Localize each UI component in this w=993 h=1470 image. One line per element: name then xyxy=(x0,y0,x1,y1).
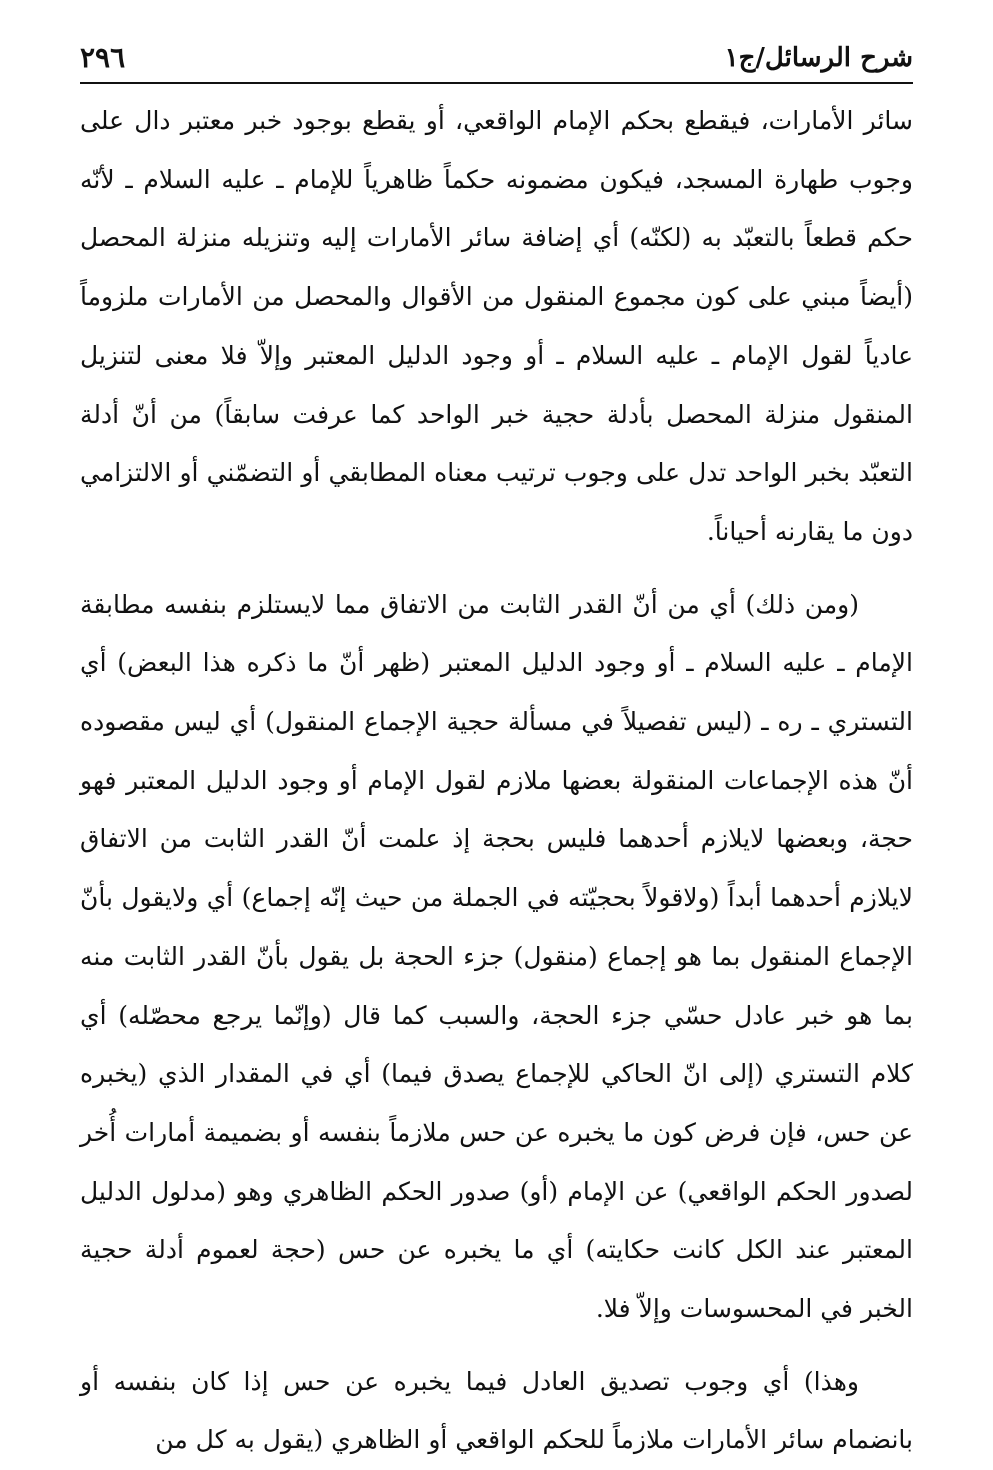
page-header xyxy=(80,36,913,82)
paragraph-2: (ومن ذلك) أي من أنّ القدر الثابت من الاتفاق مما لايستلزم بنفسه مطابقة الإمام ـ عليه السلام ـ أو وجود الدليل المعتبر (ظهر أنّ ما ذكره هذا البعض) أي التستري ـ ره ـ (ليس تفصيلاً في مسألة حجية الإجماع المنقول) أي ليس مقصوده أنّ هذه الإجماعات المنقولة بعضها ملازم لقول الإمام أو وجود الدليل المعتبر فهو حجة، وبعضها لايلازم أحدهما فليس بحجة إذ علمت أنّ القدر الثابت من الاتفاق لايلازم أحدهما أبداً (ولاقولاً بحجيّته في الجملة من حيث إنّه إجماع) أي ولايقول بأنّ الإجماع المنقول بما هو إجماع (منقول) جزء الحجة بل يقول بأنّ القدر الثابت منه بما هو خبر عادل حسّي جزء الحجة، والسبب كما قال (وإنّما يرجع محصّله) أي كلام التستري (إلى انّ الحاكي للإجماع يصدق فيما) أي في المقدار الذي (يخبره عن حس، فإن فرض كون ما يخبره عن حس ملازماً بنفسه أو بضميمة أمارات أُخر لصدور الحكم الواقعي) عن الإمام (أو) صدور الحكم الظاهري وهو (مدلول الدليل المعتبر عند الكل كانت حكايته) أي ما يخبره عن حس (حجة لعموم أدلة حجية الخبر في المحسوسات وإلاّ فلا. xyxy=(80,589,913,1324)
main-text xyxy=(80,92,913,1470)
page-number: ٢٩٦ xyxy=(80,41,126,74)
paragraph-1: سائر الأمارات، فيقطع بحكم الإمام الواقعي، أو يقطع بوجود خبر معتبر دال على وجوب طهارة المسجد، فيكون مضمونه حكماً ظاهرياً للإمام ـ عليه السلام ـ لأنّه حكم قطعاً بالتعبّد به (لكنّه) أي إضافة سائر الأمارات إليه وتنزيله منزلة المحصل (أيضاً مبني على كون مجموع المنقول من الأقوال والمحصل من الأمارات ملزوماً عادياً لقول الإمام ـ عليه السلام ـ أو وجود الدليل المعتبر وإلاّ فلا معنى لتنزيل المنقول منزلة المحصل بأدلة حجية خبر الواحد كما عرفت سابقاً) من أنّ أدلة التعبّد بخبر الواحد تدل على وجوب ترتيب معناه المطابقي أو التضمّني أو الالتزامي دون ما يقارنه أحياناً. xyxy=(80,106,913,546)
running-title: شرح الرسائل/ج١ xyxy=(724,43,913,73)
paragraph-3: وهذا) أي وجوب تصديق العادل فيما يخبره عن حس إذا كان بنفسه أو بانضمام سائر الأمارات ملازماً للحكم الواقعي أو الظاهري (يقول به كل من xyxy=(80,1366,913,1455)
header-divider xyxy=(80,82,913,84)
